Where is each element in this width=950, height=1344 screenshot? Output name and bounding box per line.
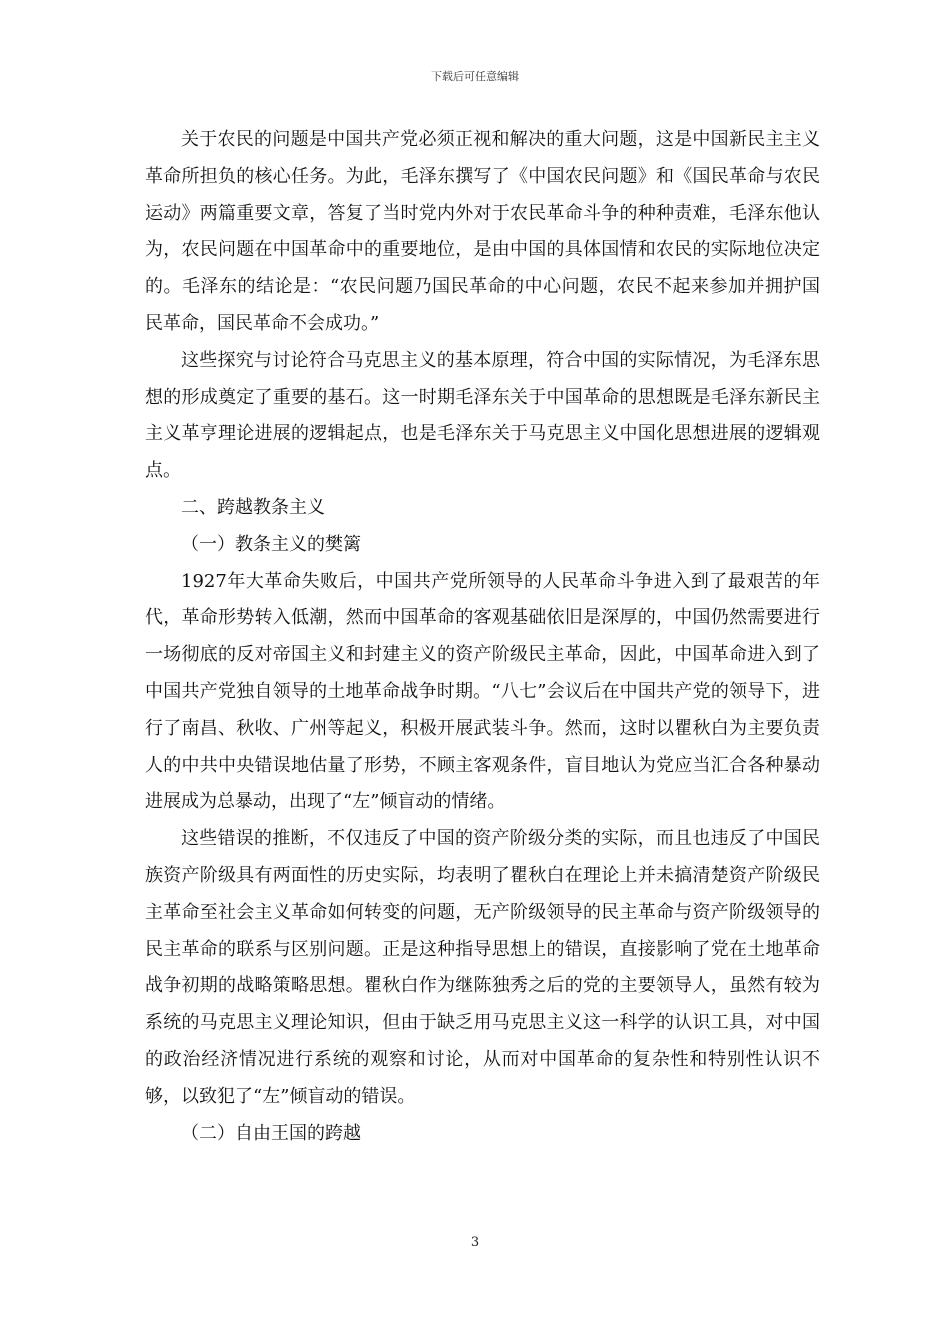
- subsection-heading-1: （一）教条主义的樊篱: [181, 533, 361, 555]
- document-body: [145, 122, 820, 1152]
- paragraph-errors: 这些错误的推断，不仅违反了中国的资产阶级分类的实际，而且也违反了中国民族资产阶级具有两面性的历史实际，均表明了瞿秋白在理论上并未搞清楚资产阶级民主革命至社会主义革命如何转变的问题，无产阶级领导的民主革命与资产阶级领导的民主革命的联系与区别问题。正是这种指导思想上的错误，直接影响了党在土地革命战争初期的战略策略思想。瞿秋白作为继陈独秀之后的党的主要领导人，虽然有较为系统的马克思主义理论知识，但由于缺乏用马克思主义这一科学的认识工具，对中国的政治经济情况进行系统的观察和讨论，从而对中国革命的复杂性和特别性认识不够，以致犯了“左”倾盲动的错误。: [145, 828, 820, 1107]
- paragraph-peasant-question: 关于农民的问题是中国共产党必须正视和解决的重大问题，这是中国新民主主义革命所担负的核心任务。为此，毛泽东撰写了《中国农民问题》和《国民革命与农民运动》两篇重要文章，答复了当时党内外对于农民革命斗争的种种责难，毛泽东他认为，农民问题在中国革命中的重要地位，是由中国的具体国情和农民的实际地位决定的。毛泽东的结论是：“农民问题乃国民革命的中心问题，农民不起来参加并拥护国民革命，国民革命不会成功。”: [145, 129, 820, 334]
- page-number: 3: [470, 1235, 480, 1250]
- paragraph-exploration: 这些探究与讨论符合马克思主义的基本原理，符合中国的实际情况，为毛泽东思想的形成奠定了重要的基石。这一时期毛泽东关于中国革命的思想既是毛泽东新民主主义革亨理论进展的逻辑起点，也是毛泽东关于马克思主义中国化思想进展的逻辑观点。: [145, 349, 820, 482]
- section-heading: 二、跨越教条主义: [181, 496, 325, 518]
- paragraph-1927-revolution: 1927年大革命失败后，中国共产党所领导的人民革命斗争进入到了最艰苦的年代，革命形势转入低潮，然而中国革命的客观基础依旧是深厚的，中国仍然需要进行一场彻底的反对帝国主义和封建主义的资产阶级民主革命，因此，中国革命进入到了中国共产党独自领导的土地革命战争时期。“八七”会议后在中国共产党的领导下，进行了南昌、秋收、广州等起义，积极开展武装斗争。然而，这时以瞿秋白为主要负责人的中共中央错误地估量了形势，不顾主客观条件，盲目地认为党应当汇合各种暴动进展成为总暴动，出现了“左”倾盲动的情绪。: [145, 570, 820, 813]
- page-header: 下载后可任意编辑: [431, 70, 519, 83]
- subsection-heading-2: （二）自由王国的跨越: [181, 1122, 361, 1144]
